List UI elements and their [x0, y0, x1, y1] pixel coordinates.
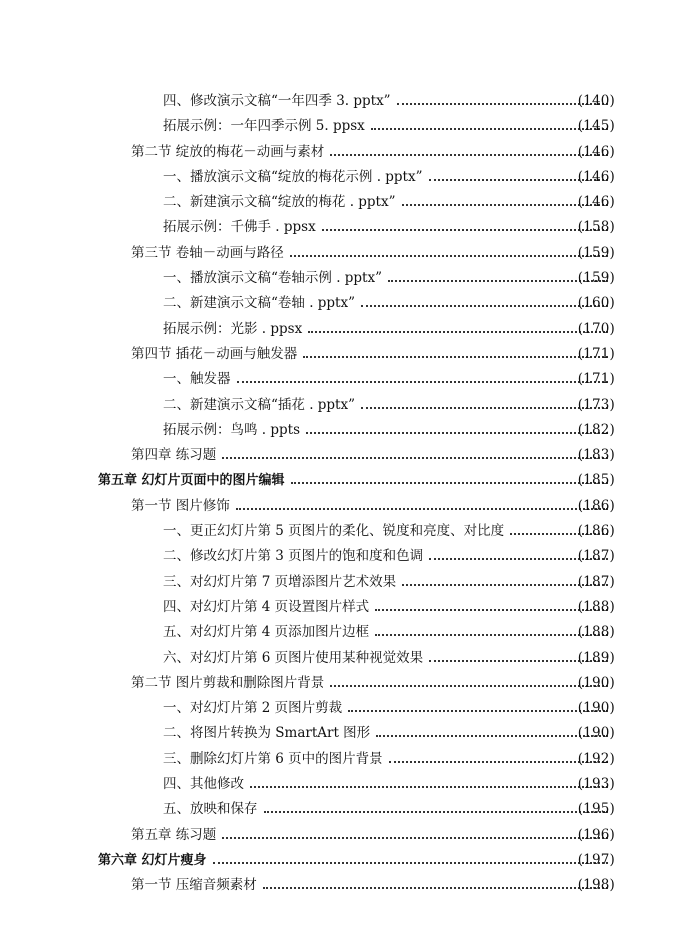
toc-entry: [0, 721, 692, 746]
toc-entry-page: (186): [577, 523, 615, 540]
toc-entry-title: 第二节 绽放的梅花－动画与素材: [131, 143, 325, 160]
toc-entry-page: (187): [577, 548, 615, 565]
toc-entry-page: (193): [577, 776, 615, 793]
toc-section-entry: [0, 241, 692, 266]
toc-entry-title: 一、播放演示文稿“卷轴示例 . pptx”: [163, 270, 382, 287]
toc-entry-title: 第五章 幻灯片页面中的图片编辑: [98, 473, 285, 489]
toc-section-entry: [0, 140, 692, 165]
toc-entry-page: (159): [577, 270, 615, 287]
toc-entry-title: 一、更正幻灯片第 5 页图片的柔化、锐度和亮度、对比度: [163, 523, 505, 540]
toc-entry: [0, 367, 692, 392]
toc-entry-title: 二、将图片转换为 SmartArt 图形: [163, 725, 371, 742]
toc-dot-leader: [375, 620, 608, 645]
toc-dot-leader: [330, 671, 608, 696]
toc-entry-title: 二、新建演示文稿“插花 . pptx”: [163, 396, 355, 413]
toc-entry-page: (190): [577, 725, 615, 742]
toc-section-entry: [0, 873, 692, 898]
toc-entry-title: 第四章 练习题: [131, 447, 217, 464]
toc-dot-leader: [388, 266, 608, 291]
toc-dot-leader: [375, 595, 608, 620]
toc-entry-page: (182): [577, 421, 615, 438]
toc-entry-title: 四、其他修改: [163, 776, 244, 793]
toc-section-entry: [0, 342, 692, 367]
toc-entry-title: 第四节 插花－动画与触发器: [131, 345, 298, 362]
toc-entry: [0, 165, 692, 190]
toc-entry-title: 四、修改演示文稿“一年四季 3. pptx”: [163, 93, 391, 109]
toc-dot-leader: [237, 367, 609, 392]
toc-chapter-entry: [0, 848, 692, 873]
toc-entry-page: (185): [577, 472, 615, 489]
toc-section-entry: [0, 494, 692, 519]
toc-entry-page: (146): [577, 143, 615, 160]
toc-entry-page: (140): [577, 93, 615, 109]
toc-dot-leader: [306, 418, 608, 443]
toc-entry-page: (190): [577, 700, 615, 717]
toc-entry-title: 拓展示例：光影 . ppsx: [163, 320, 303, 337]
toc-entry: [0, 114, 692, 139]
toc-dot-leader: [213, 848, 608, 873]
toc-entry-title: 第六章 幻灯片瘦身: [98, 852, 207, 868]
table-of-contents: [0, 89, 692, 899]
toc-entry-page: (195): [577, 801, 615, 818]
toc-entry: [0, 797, 692, 822]
toc-entry-page: (146): [577, 194, 615, 211]
toc-dot-leader: [222, 823, 608, 848]
toc-dot-leader: [250, 772, 608, 797]
toc-entry-page: (190): [577, 674, 615, 691]
toc-entry-page: (186): [577, 497, 615, 514]
toc-entry-page: (188): [577, 624, 615, 641]
toc-section-entry: [0, 823, 692, 848]
toc-dot-leader: [322, 215, 608, 240]
toc-entry: [0, 570, 692, 595]
toc-entry-title: 第三节 卷轴－动画与路径: [131, 244, 284, 261]
toc-entry-page: (188): [577, 598, 615, 615]
toc-entry-title: 二、修改幻灯片第 3 页图片的饱和度和色调: [163, 548, 424, 565]
toc-dot-leader: [330, 140, 608, 165]
toc-dot-leader: [361, 393, 608, 418]
toc-entry: [0, 266, 692, 291]
toc-entry-page: (171): [577, 371, 615, 388]
toc-entry: [0, 519, 692, 544]
toc-dot-leader: [348, 696, 608, 721]
toc-entry-title: 第一节 压缩音频素材: [131, 877, 257, 894]
toc-entry-page: (159): [577, 244, 615, 261]
toc-entry: [0, 291, 692, 316]
toc-entry-page: (197): [577, 851, 615, 868]
toc-entry: [0, 696, 692, 721]
toc-entry-title: 第五章 练习题: [131, 826, 217, 843]
toc-entry-page: (198): [577, 877, 615, 894]
toc-dot-leader: [389, 747, 608, 772]
toc-dot-leader: [291, 468, 608, 493]
toc-entry-title: 三、对幻灯片第 7 页增添图片艺术效果: [163, 573, 397, 590]
toc-entry: [0, 747, 692, 772]
toc-entry-title: 拓展示例：鸟鸣 . ppts: [163, 421, 301, 438]
toc-dot-leader: [264, 797, 609, 822]
toc-dot-leader: [308, 317, 608, 342]
toc-entry-title: 五、放映和保存: [163, 801, 258, 818]
toc-entry-title: 第二节 图片剪裁和删除图片背景: [131, 674, 325, 691]
toc-entry: [0, 646, 692, 671]
toc-entry-title: 拓展示例：千佛手 . ppsx: [163, 219, 316, 236]
toc-entry-title: 一、播放演示文稿“绽放的梅花示例 . pptx”: [163, 168, 423, 185]
toc-entry-title: 三、删除幻灯片第 6 页中的图片背景: [163, 750, 383, 767]
toc-entry: [0, 418, 692, 443]
toc-entry-page: (145): [577, 118, 615, 135]
toc-dot-leader: [290, 241, 608, 266]
toc-entry-title: 二、新建演示文稿“绽放的梅花 . pptx”: [163, 194, 396, 211]
toc-entry-page: (192): [577, 750, 615, 767]
toc-entry-page: (171): [577, 345, 615, 362]
toc-dot-leader: [263, 873, 608, 898]
toc-section-entry: [0, 671, 692, 696]
toc-dot-leader: [371, 114, 608, 139]
toc-dot-leader: [361, 291, 608, 316]
toc-entry: [0, 595, 692, 620]
toc-entry-title: 六、对幻灯片第 6 页图片使用某种视觉效果: [163, 649, 424, 666]
toc-entry: [0, 317, 692, 342]
toc-entry-title: 一、对幻灯片第 2 页图片剪裁: [163, 700, 343, 717]
toc-entry: [0, 620, 692, 645]
toc-entry-title: 二、新建演示文稿“卷轴 . pptx”: [163, 295, 355, 312]
toc-entry: [0, 544, 692, 569]
toc-section-entry: [0, 443, 692, 468]
toc-dot-leader: [376, 721, 608, 746]
toc-entry-page: (158): [577, 219, 615, 236]
toc-entry-title: 五、对幻灯片第 4 页添加图片边框: [163, 624, 370, 641]
toc-entry-page: (187): [577, 573, 615, 590]
toc-chapter-entry: [0, 468, 692, 493]
toc-entry-page: (170): [577, 320, 615, 337]
toc-entry-page: (146): [577, 168, 615, 185]
toc-entry: [0, 393, 692, 418]
toc-entry-page: (189): [577, 649, 615, 666]
toc-entry: [0, 89, 692, 114]
toc-entry: [0, 190, 692, 215]
toc-entry-page: (160): [577, 295, 615, 312]
toc-entry-title: 第一节 图片修饰: [131, 497, 230, 514]
toc-dot-leader: [303, 342, 608, 367]
toc-dot-leader: [222, 443, 608, 468]
toc-entry-title: 一、触发器: [163, 371, 231, 388]
toc-entry: [0, 215, 692, 240]
toc-entry: [0, 772, 692, 797]
toc-dot-leader: [397, 89, 608, 114]
toc-entry-page: (196): [577, 826, 615, 843]
toc-dot-leader: [236, 494, 608, 519]
toc-entry-title: 拓展示例：一年四季示例 5. ppsx: [163, 118, 365, 135]
toc-entry-title: 四、对幻灯片第 4 页设置图片样式: [163, 598, 370, 615]
toc-entry-page: (183): [577, 447, 615, 464]
toc-entry-page: (173): [577, 396, 615, 413]
